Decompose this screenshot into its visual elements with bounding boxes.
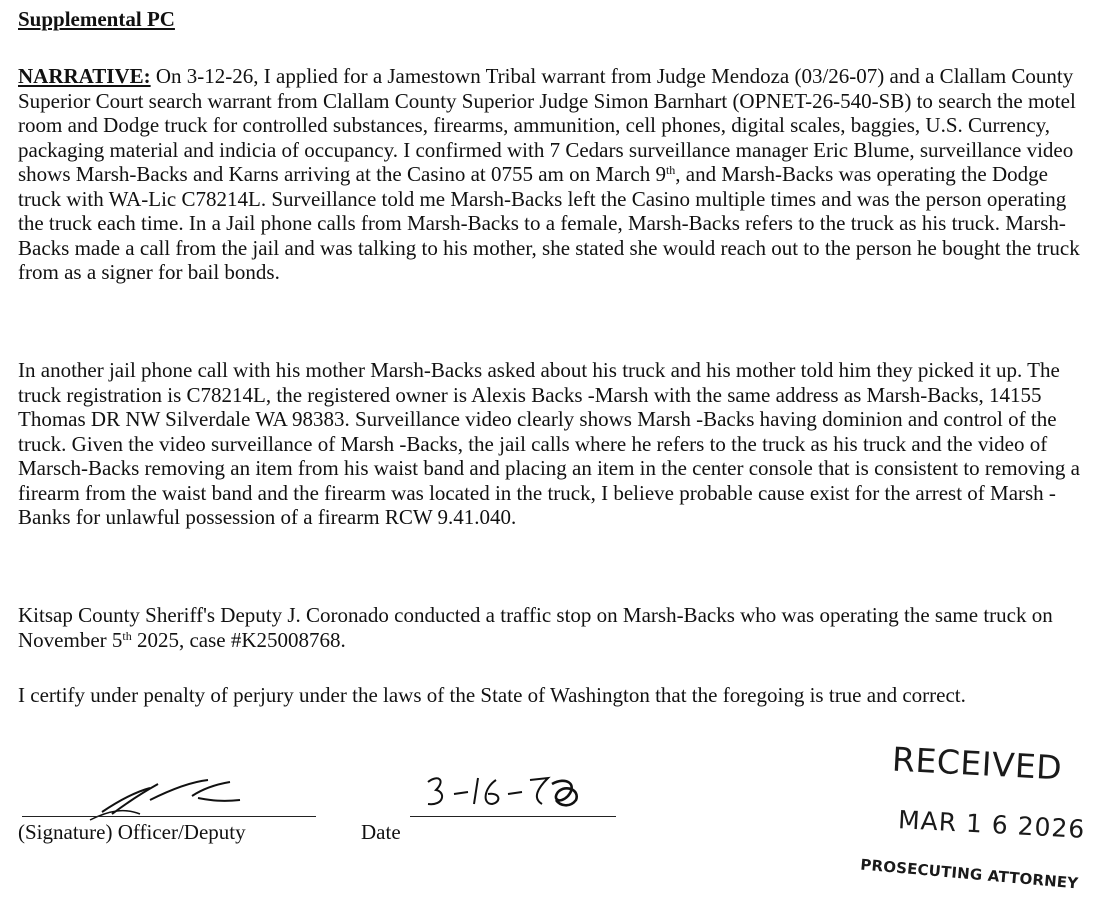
signature-label: (Signature) Officer/Deputy (18, 820, 246, 844)
certification-paragraph: I certify under penalty of perjury under the laws of the State of Washington that the foregoing is true and correct. (18, 683, 966, 707)
narrative-text-part2: , and Marsh-Backs was operating the Dodge truck with WA-Lic C78214L. Surveillance told me Marsh-Backs left the Casino multiple times and was the person operating the truck each time. In a Jail phone calls from Marsh-Backs to a female, Marsh-Backs refers to the truck as his truck. Marsh-Backs made a call from the jail and was talking to his mother, she stated she would reach out to the person he bought the truck from as a signer for bail bonds. (18, 162, 1080, 284)
paragraph-jail-calls: In another jail phone call with his mother Marsh-Backs asked about his truck and his mother told him they picked it up. The truck registration is C78214L, the registered owner is Alexis Backs -Marsh with the same address as Marsh-Backs, 14155 Thomas DR NW Silverdale WA 98383. Surveillance video clearly shows Marsh -Backs having dominion and control of the truck. Given the video surveillance of Marsh -Backs, the jail calls where he refers to the truck as his truck and the video of Marsch-Backs removing an item from his waist band and placing an item in the center console that is consistent to removing a firearm from the waist band and the firearm was located in the truck, I believe probable cause exist for the arrest of Marsh -Banks for unlawful possession of a firearm RCW 9.41.040. (18, 358, 1080, 529)
narrative-text-part1: On 3-12-26, I applied for a Jamestown Tribal warrant from Judge Mendoza (03/26-07) and a Clallam County Superior Court search warrant from Clallam County Superior Judge Simon Barnhart (OPNET-26-540-SB) to search the motel room and Dodge truck for controlled substances, firearms, ammunition, cell phones, digital scales, baggies, U.S. Currency, packaging material and indicia of occupancy. I confirmed with 7 Cedars surveillance manager Eric Blume, surveillance video shows Marsh-Backs and Karns arriving at the Casino at 0755 am on March 9 (18, 64, 1076, 186)
signature-line (22, 816, 316, 817)
received-stamp: RECEIVED (891, 739, 1064, 788)
received-stamp-office: PROSECUTING ATTORNEY (859, 855, 1080, 893)
document-heading: Supplemental PC (18, 7, 175, 31)
date-label: Date (361, 820, 401, 844)
date-line (410, 816, 616, 817)
narrative-paragraph (18, 64, 1093, 285)
received-stamp-date: MAR 1 6 2026 (897, 805, 1086, 844)
paragraph-traffic-stop (18, 603, 1093, 652)
narrative-label: NARRATIVE: (18, 64, 151, 88)
traffic-stop-text-part2: 2025, case #K25008768. (131, 627, 346, 652)
traffic-stop-text-part1: Kitsap County Sheriff's Deputy J. Coronado conducted a traffic stop on Marsh-Backs who was operating the same truck on November 5 (18, 603, 1053, 652)
handwritten-date (420, 770, 590, 820)
ordinal-suffix: th (665, 163, 676, 177)
ordinal-suffix: th (122, 628, 132, 643)
